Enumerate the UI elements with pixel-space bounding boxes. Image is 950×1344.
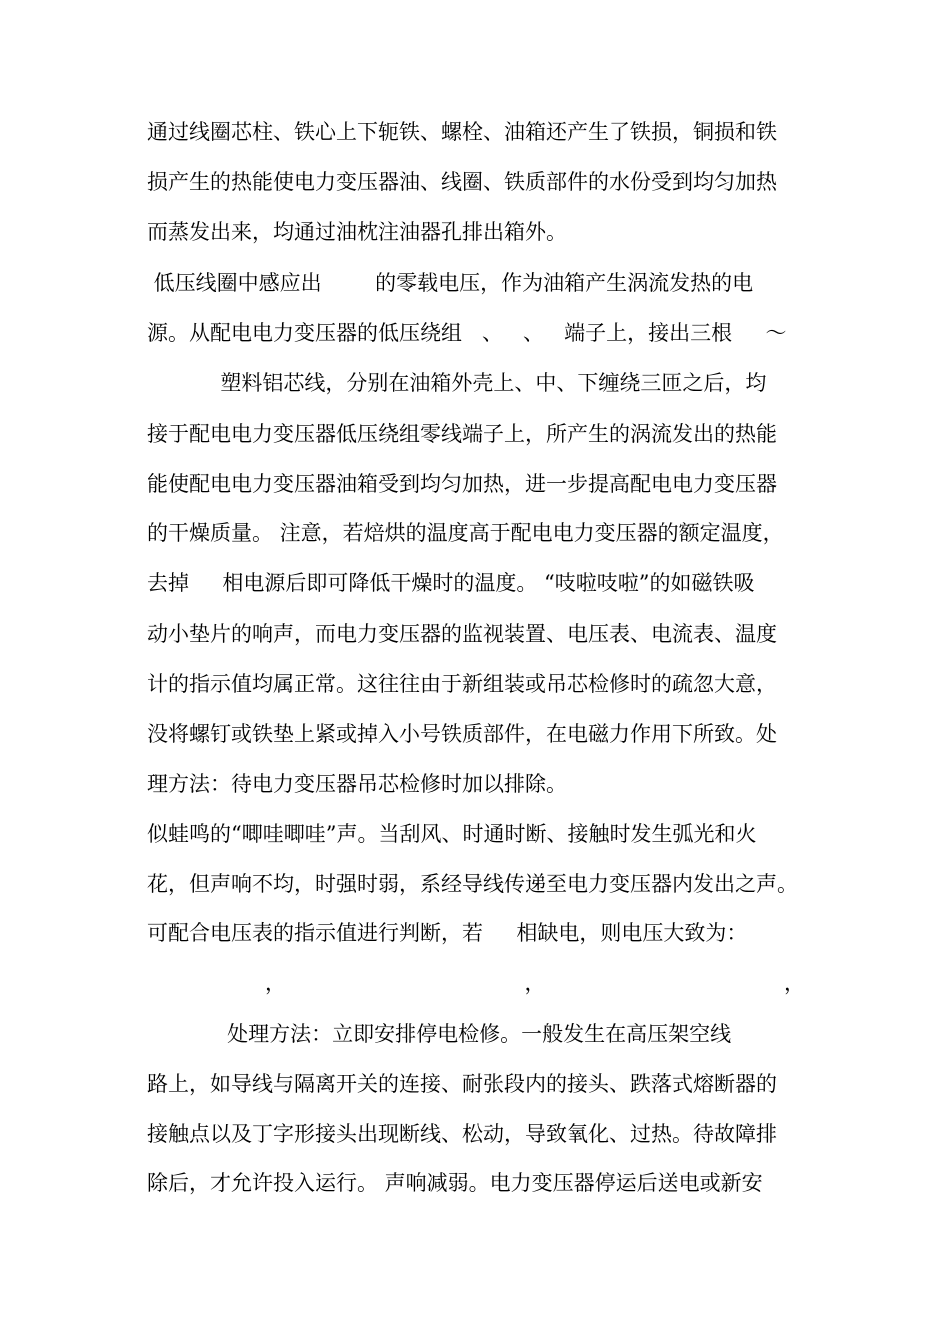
text-line-1: 通过线圈芯柱、铁心上下轭铁、螺栓、油箱还产生了铁损，铜损和铁 [147, 120, 777, 144]
text-line-19: 处理方法：立即安排停电检修。一般发生在高压架空线 [147, 1022, 732, 1046]
text-line-2: 损产生的热能使电力变压器油、线圈、铁质部件的水份受到均匀加热 [147, 170, 777, 194]
text-line-21: 接触点以及丁字形接头出现断线、松动，导致氧化、过热。待故障排 [147, 1122, 777, 1146]
text-line-10: 去掉 相电源后即可降低干燥时的温度。 “吱啦吱啦”的如磁铁吸 [147, 571, 755, 595]
text-line-14: 理方法：待电力变压器吊芯检修时加以排除。 [147, 772, 567, 796]
text-line-7: 接于配电电力变压器低压绕组零线端子上，所产生的涡流发出的热能 [147, 422, 777, 446]
text-line-4: 低压线圈中感应出 的零载电压，作为油箱产生涡流发热的电 [147, 271, 754, 295]
text-line-22: 除后，才允许投入运行。 声响减弱。电力变压器停运后送电或新安 [147, 1171, 763, 1195]
text-line-20: 路上，如导线与隔离开关的连接、耐张段内的接头、跌落式熔断器的 [147, 1072, 777, 1096]
text-line-13: 没将螺钉或铁垫上紧或掉入小号铁质部件，在电磁力作用下所致。处 [147, 722, 777, 746]
comma-row [265, 968, 805, 998]
comma-1: ， [265, 971, 286, 995]
text-line-17: 可配合电压表的指示值进行判断，若 相缺电，则电压大致为： [147, 921, 748, 945]
text-line-3: 而蒸发出来，均通过油枕注油器孔排出箱外。 [147, 220, 567, 244]
text-line-15: 似蛙鸣的“唧哇唧哇”声。当刮风、时通时断、接触时发生弧光和火 [147, 822, 757, 846]
text-line-8: 能使配电电力变压器油箱受到均匀加热，进一步提高配电电力变压器 [147, 472, 777, 496]
text-line-5: 源。从配电电力变压器的低压绕组 、 、 端子上，接出三根 ～ [147, 321, 787, 345]
text-line-9: 的干燥质量。 注意，若焙烘的温度高于配电电力变压器的额定温度， [147, 521, 784, 545]
text-line-11: 动小垫片的响声，而电力变压器的监视装置、电压表、电流表、温度 [147, 622, 777, 646]
text-line-16: 花，但声响不均，时强时弱，系经导线传递至电力变压器内发出之声。 [147, 872, 798, 896]
comma-2: ， [524, 971, 546, 995]
text-line-12: 计的指示值均属正常。这往往由于新组装或吊芯检修时的疏忽大意， [147, 672, 777, 696]
comma-3: ， [784, 971, 805, 995]
text-line-6: 塑料铝芯线，分别在油箱外壳上、中、下缠绕三匝之后，均 [147, 371, 767, 395]
